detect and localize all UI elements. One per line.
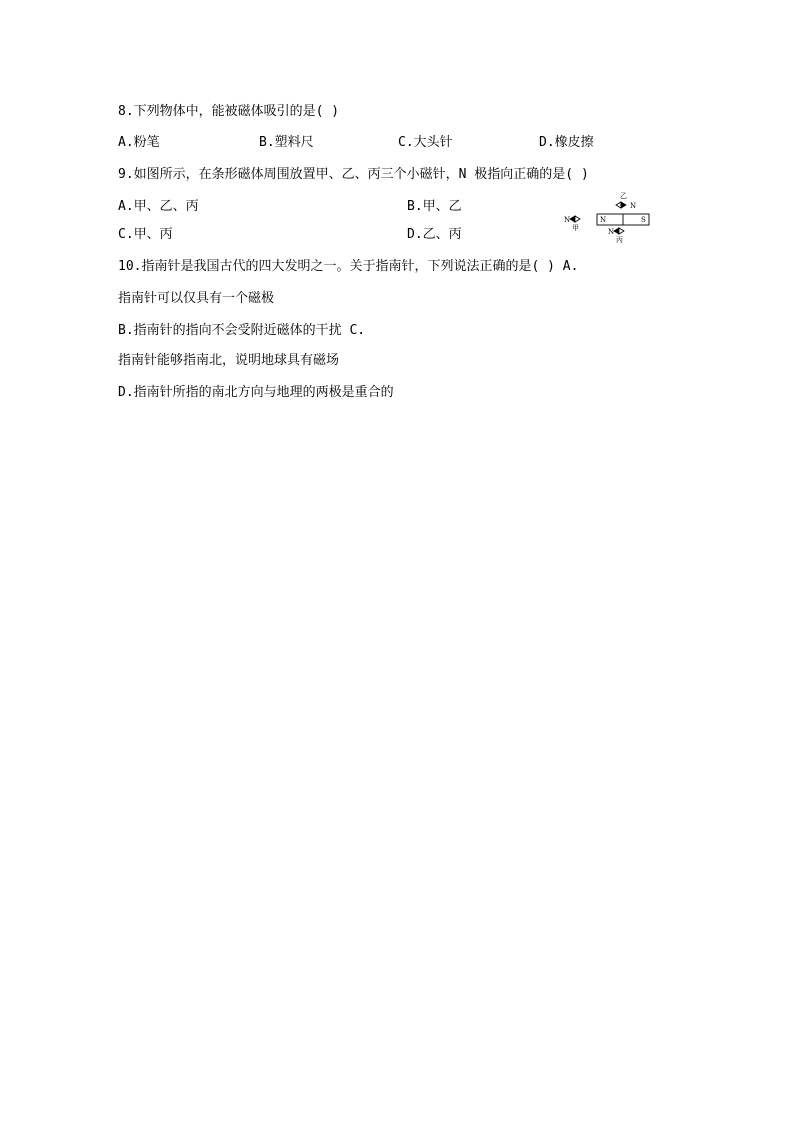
- question-8-option-a: A.粉笔: [118, 135, 160, 150]
- needle-yi-label: 乙: [620, 192, 627, 200]
- question-9-stem: 9.如图所示，在条形磁体周围放置甲、乙、丙三个小磁针，N 极指向正确的是( ): [118, 167, 589, 182]
- needle-jia-pole-label: N: [564, 216, 571, 224]
- question-10-option-c-text: 指南针能够指南北，说明地球具有磁场: [118, 353, 340, 368]
- question-10-option-d: D.指南针所指的南北方向与地理的两极是重合的: [118, 385, 394, 400]
- needle-bing-n-end: [614, 228, 619, 234]
- needle-jia-s-end: [575, 216, 580, 222]
- question-9-option-c: C.甲、丙: [118, 227, 173, 242]
- needle-bing-s-end: [619, 228, 624, 234]
- question-9-option-d: D.乙、丙: [407, 227, 462, 242]
- needle-bing-pole-label: N: [608, 228, 615, 236]
- needle-jia-label: 甲: [572, 224, 579, 232]
- question-8-stem: 8.下列物体中，能被磁体吸引的是( ): [118, 104, 340, 119]
- bar-magnet-s-label: S: [641, 216, 646, 224]
- needle-bing-label: 丙: [616, 236, 623, 244]
- question-10-option-b: B.指南针的指向不会受附近磁体的干扰 C.: [118, 323, 366, 338]
- question-9-option-b: B.甲、乙: [407, 199, 462, 214]
- magnet-diagram: [562, 190, 654, 246]
- question-9-option-a: A.甲、乙、丙: [118, 199, 199, 214]
- needle-yi-pole-label: N: [630, 202, 637, 210]
- question-8-option-b: B.塑料尺: [259, 135, 314, 150]
- bar-magnet-n-label: N: [600, 216, 607, 224]
- needle-yi-n-end: [621, 202, 626, 208]
- magnet-figure: [562, 190, 654, 246]
- question-8-option-d: D.橡皮擦: [539, 135, 594, 150]
- question-10-stem: 10.指南针是我国古代的四大发明之一。关于指南针，下列说法正确的是( ) A.: [118, 259, 579, 274]
- needle-yi-s-end: [616, 202, 621, 208]
- question-10-option-a-text: 指南针可以仅具有一个磁极: [118, 291, 275, 306]
- needle-jia-n-end: [570, 216, 575, 222]
- question-8-option-c: C.大头针: [398, 135, 453, 150]
